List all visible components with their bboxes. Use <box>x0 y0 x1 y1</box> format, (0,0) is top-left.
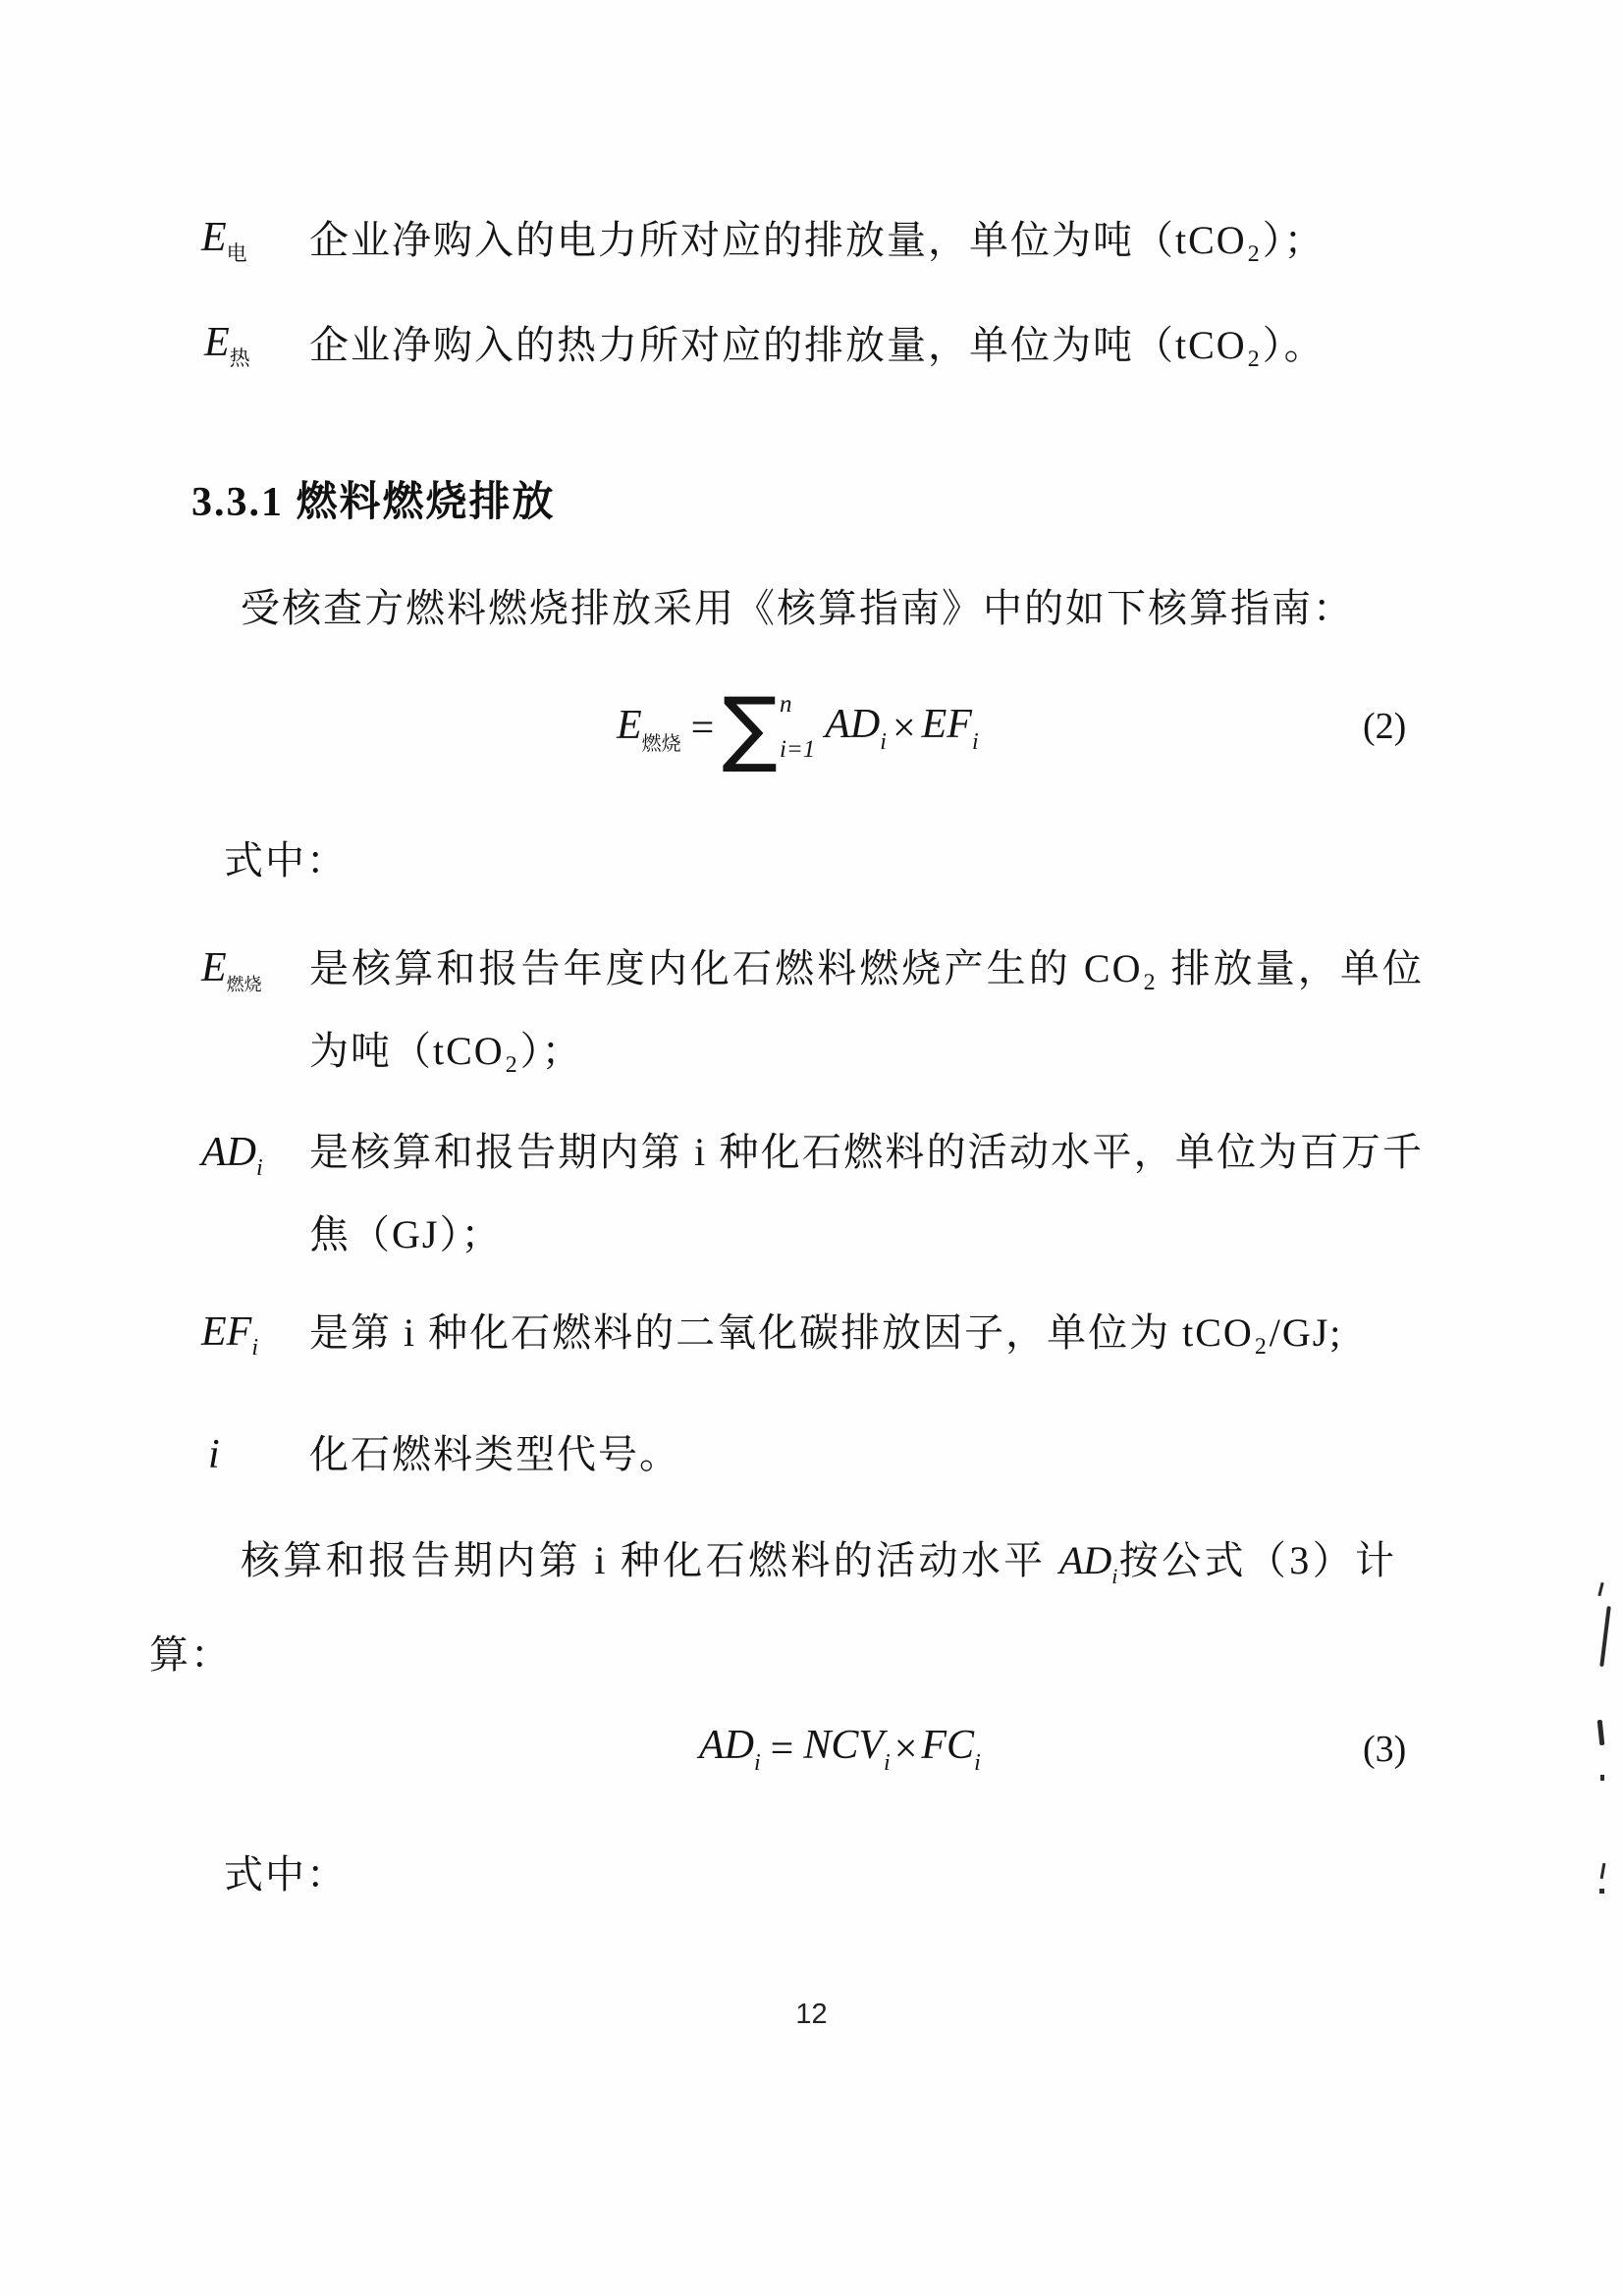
closing-paragraph <box>149 1522 1396 1694</box>
symbol-e-combustion <box>201 944 262 996</box>
definition-text-i: 化石燃料类型代号。 <box>309 1432 680 1476</box>
scan-artifact <box>1600 1863 1606 1879</box>
symbol-subscript: 燃烧 <box>226 975 262 994</box>
section-heading: 3.3.1 燃料燃烧排放 <box>191 480 556 525</box>
symbol-base: EF <box>201 1309 252 1355</box>
symbol-e-heat <box>204 319 250 372</box>
symbol-e-electricity <box>201 214 247 267</box>
formula-3-number: (3) <box>1363 1729 1407 1770</box>
formula-3 <box>699 1720 981 1779</box>
sum-lower-limit: i=1 <box>779 736 816 763</box>
multiply-sign: × <box>893 1727 918 1772</box>
symbol-i <box>208 1431 220 1478</box>
equals-sign: = <box>690 706 715 751</box>
symbol-subscript: i <box>251 1335 258 1361</box>
intro-paragraph: 受核查方燃料燃烧排放采用《核算指南》中的如下核算指南： <box>241 586 1354 630</box>
sigma-summation-icon: ∑ <box>722 679 778 776</box>
scan-artifact <box>1600 1775 1604 1781</box>
definition-text-ad-i: 是核算和报告期内第 i 种化石燃料的活动水平，单位为百万千焦（GJ）； <box>309 1130 1424 1256</box>
equals-sign: = <box>770 1727 794 1772</box>
where-label-1: 式中： <box>224 838 348 882</box>
scan-artifact <box>1597 1582 1603 1596</box>
scan-artifact <box>1599 1889 1604 1894</box>
sum-upper-limit: n <box>779 691 792 718</box>
formula3-term1: $AD_i$ <box>699 1723 761 1776</box>
symbol-subscript: i <box>256 1155 263 1181</box>
symbol-base: E <box>204 320 230 365</box>
symbol-ad-i <box>201 1129 263 1182</box>
symbol-subscript: 电 <box>226 241 247 265</box>
formula2-term1: $AD_i$ <box>825 702 887 755</box>
summation-limits <box>780 689 815 768</box>
symbol-base: E <box>201 945 227 990</box>
formula-2 <box>617 679 979 776</box>
inline-symbol-ad-i: $AD_i$ <box>1058 1538 1118 1588</box>
formula3-term2: $NCV_i$ <box>803 1723 891 1776</box>
symbol-base: AD <box>201 1130 256 1175</box>
symbol-subscript: 热 <box>229 347 250 370</box>
formula2-lhs: $E_{燃烧}$ <box>617 702 681 755</box>
multiply-sign: × <box>892 706 916 751</box>
definition-text-e-combustion: 是核算和报告年度内化石燃料燃烧产生的 CO₂ 排放量，单位为吨（tCO₂）； <box>309 946 1424 1073</box>
scan-artifact <box>1597 1720 1605 1745</box>
where-label-2: 式中： <box>224 1852 348 1896</box>
definition-text-e-heat: 企业净购入的热力所对应的排放量，单位为吨（tCO₂）。 <box>309 323 1325 367</box>
paragraph-text: 核算和报告期内第 i 种化石燃料的活动水平 <box>241 1538 1059 1582</box>
paragraph-text: 按公式（3）计算： <box>149 1538 1396 1677</box>
definition-text-e-electricity: 企业净购入的电力所对应的排放量，单位为吨（tCO₂）； <box>309 218 1325 262</box>
scan-artifact <box>1599 1606 1611 1667</box>
definition-text-ef-i: 是第 i 种化石燃料的二氧化碳排放因子，单位为 tCO₂/GJ; <box>309 1310 1343 1355</box>
page-number: 12 <box>795 1999 828 2030</box>
formula3-term3: $FC_i$ <box>921 1723 981 1776</box>
formula-2-number: (2) <box>1363 706 1407 747</box>
symbol-ef-i <box>201 1308 258 1362</box>
symbol-base: i <box>208 1432 220 1477</box>
symbol-base: E <box>201 215 227 260</box>
formula2-term2: $EF_i$ <box>921 702 979 755</box>
